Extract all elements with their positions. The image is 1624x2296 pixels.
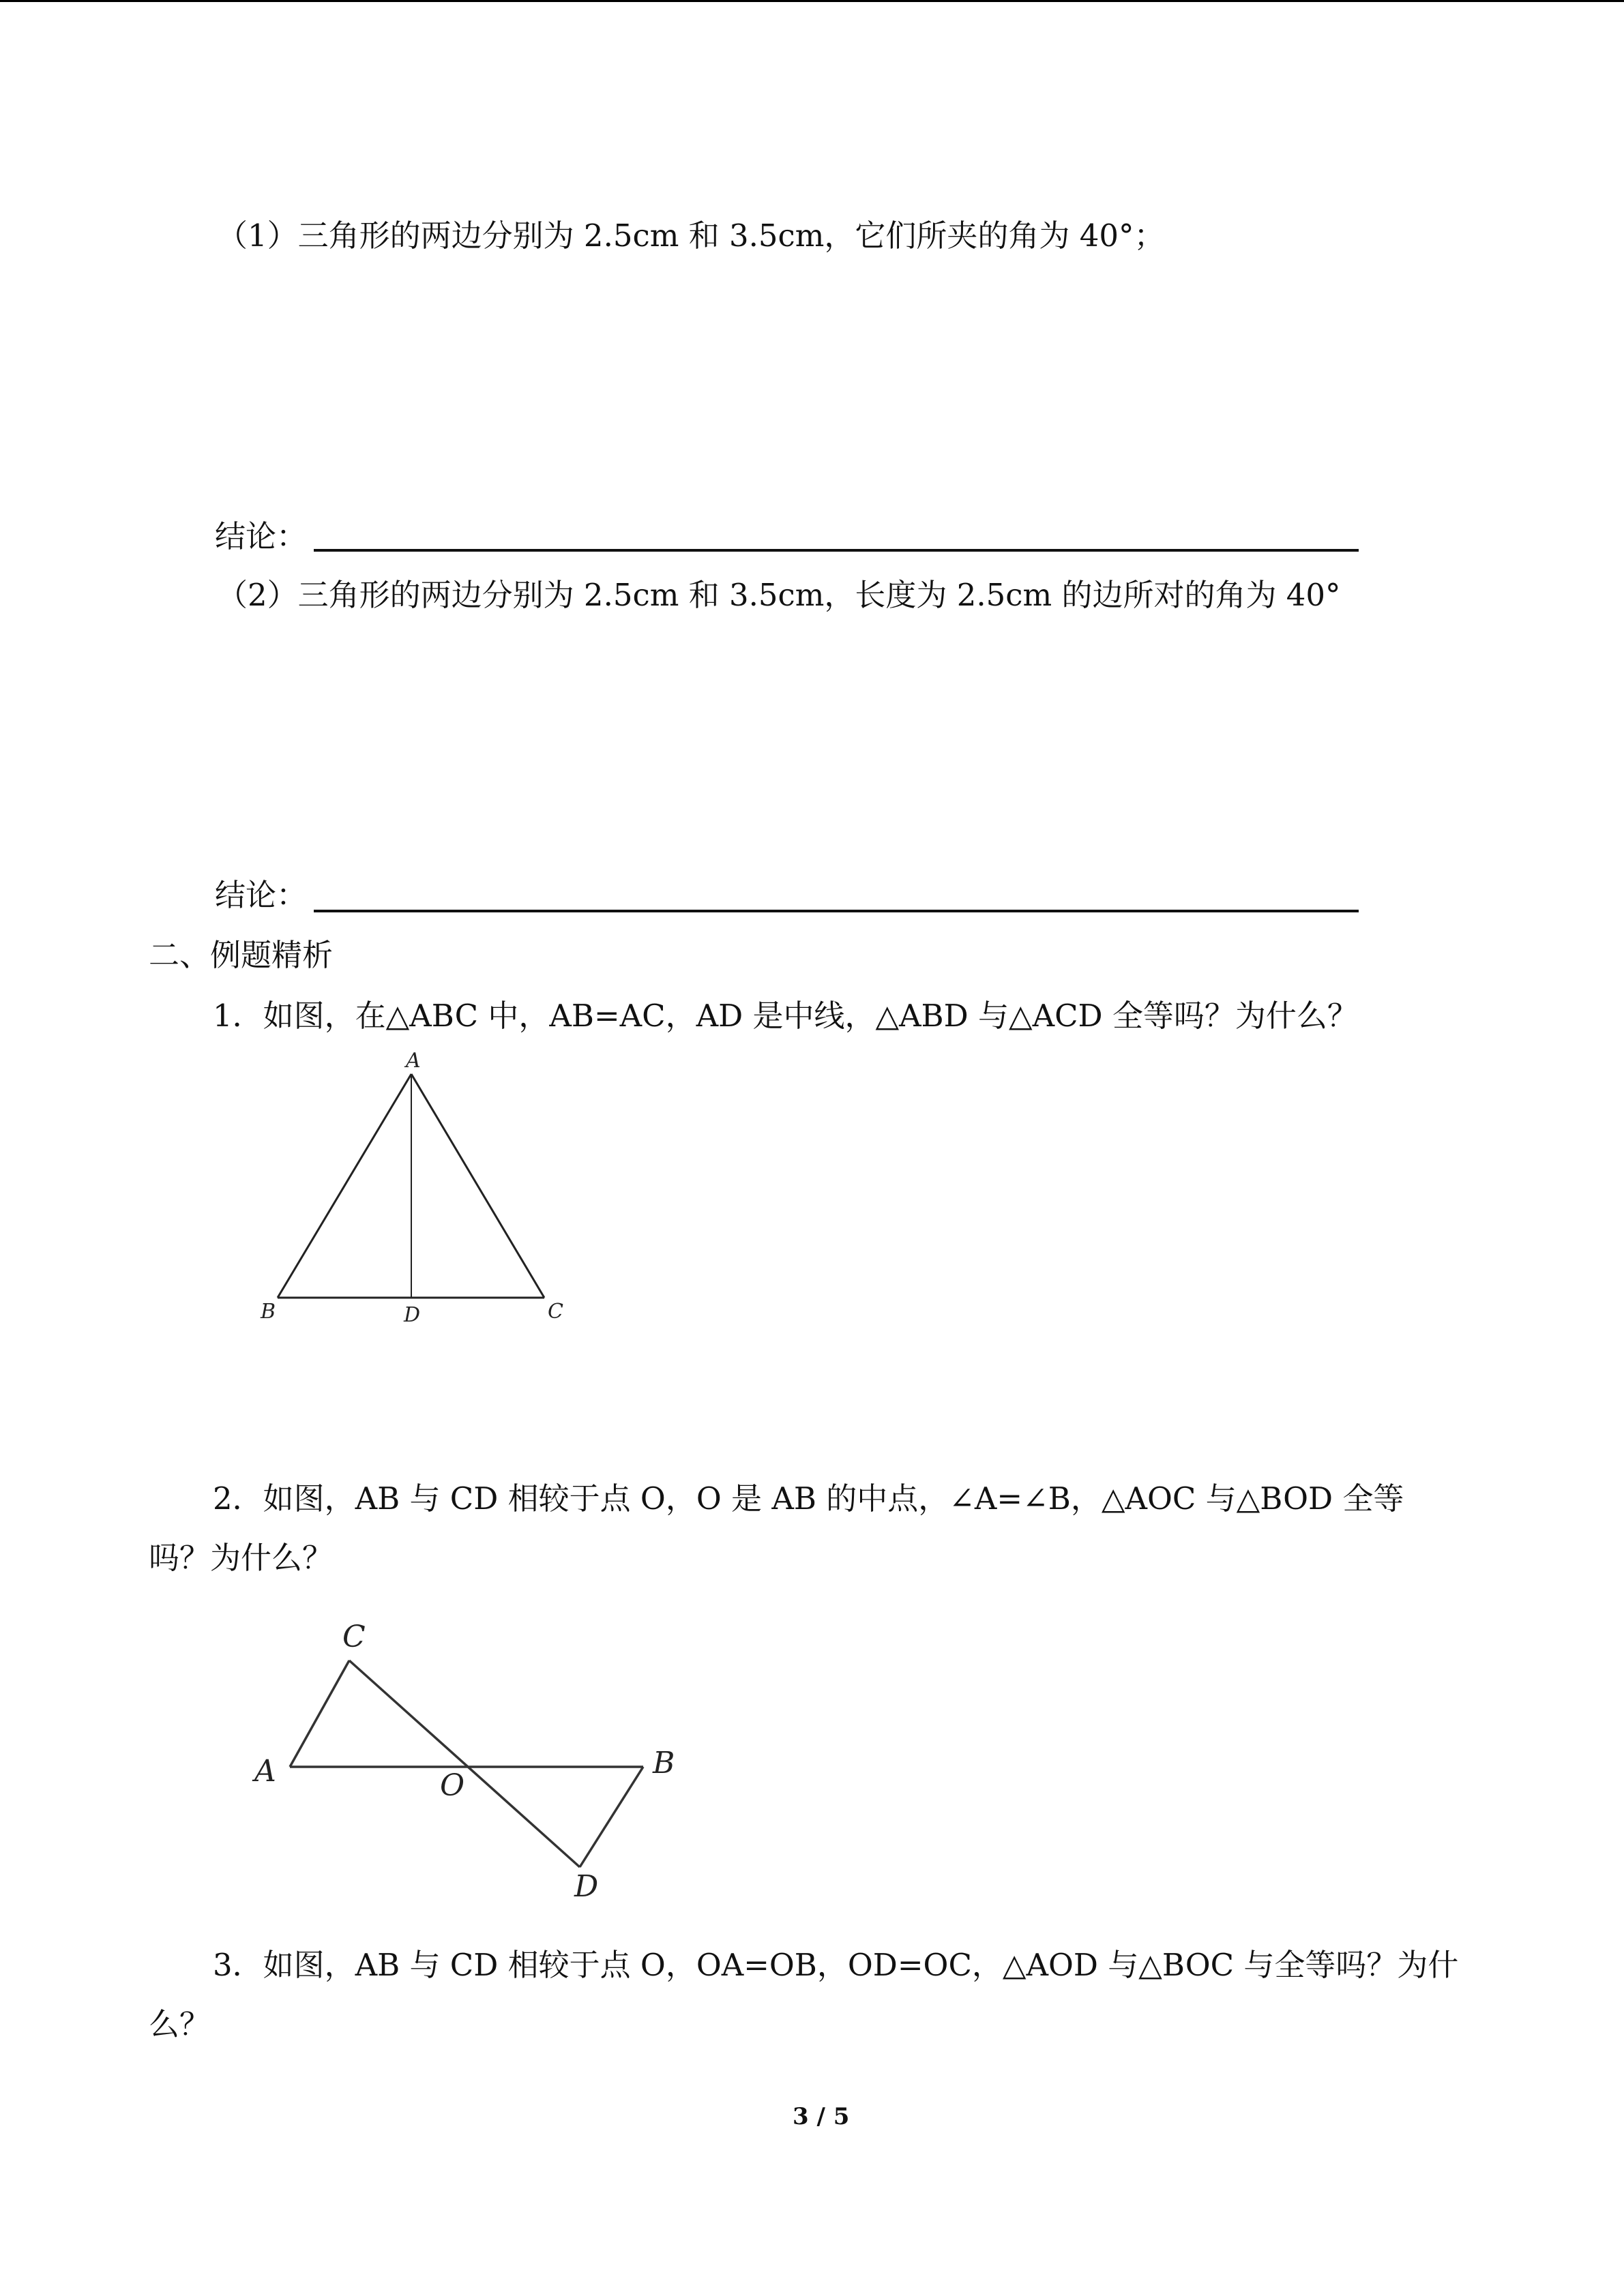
point-label-b: B bbox=[653, 1746, 675, 1780]
point-label-a: A bbox=[406, 1049, 421, 1073]
segment-ac bbox=[290, 1660, 349, 1767]
page-number: 3 / 5 bbox=[793, 2103, 850, 2130]
question-3-line-2: 么？ bbox=[149, 2006, 211, 2042]
conclusion-blank-2[interactable] bbox=[314, 910, 1359, 912]
point-label-a: A bbox=[254, 1754, 276, 1789]
segment-cd bbox=[349, 1660, 580, 1867]
question-item-1: （1）三角形的两边分别为 2.5cm 和 3.5cm，它们所夹的角为 40°； bbox=[217, 218, 1165, 254]
question-item-2: （2）三角形的两边分别为 2.5cm 和 3.5cm，长度为 2.5cm 的边所对的角为 40° bbox=[217, 577, 1341, 613]
triangle-abc-figure bbox=[252, 1047, 580, 1333]
page-top-border bbox=[0, 0, 1624, 2]
intersecting-segments-figure bbox=[246, 1613, 696, 1906]
point-label-c: C bbox=[548, 1300, 563, 1324]
conclusion-label-1: 结论： bbox=[215, 518, 308, 554]
question-1: 1．如图，在△ABC 中，AB=AC，AD 是中线，△ABD 与△ACD 全等吗？为什么？ bbox=[213, 998, 1358, 1034]
point-label-o: O bbox=[440, 1768, 465, 1803]
segment-ac bbox=[411, 1074, 544, 1298]
question-3-line-1: 3．如图，AB 与 CD 相较于点 O，OA=OB，OD=OC，△AOD 与△BOC 与全等吗？为什 bbox=[213, 1947, 1459, 1983]
point-label-c: C bbox=[342, 1620, 366, 1654]
conclusion-label-2: 结论： bbox=[215, 877, 308, 913]
section-heading: 二、例题精析 bbox=[149, 937, 334, 973]
point-label-b: B bbox=[261, 1300, 276, 1324]
segment-bd bbox=[580, 1767, 643, 1867]
question-2-line-2: 吗？为什么？ bbox=[149, 1540, 334, 1576]
question-2-line-1: 2．如图，AB 与 CD 相较于点 O，O 是 AB 的中点，∠A=∠B，△AOC 与△BOD 全等 bbox=[213, 1480, 1404, 1517]
segment-ab bbox=[278, 1074, 411, 1298]
point-label-d: D bbox=[574, 1869, 599, 1904]
point-label-d: D bbox=[404, 1303, 421, 1327]
conclusion-blank-1[interactable] bbox=[314, 549, 1359, 552]
